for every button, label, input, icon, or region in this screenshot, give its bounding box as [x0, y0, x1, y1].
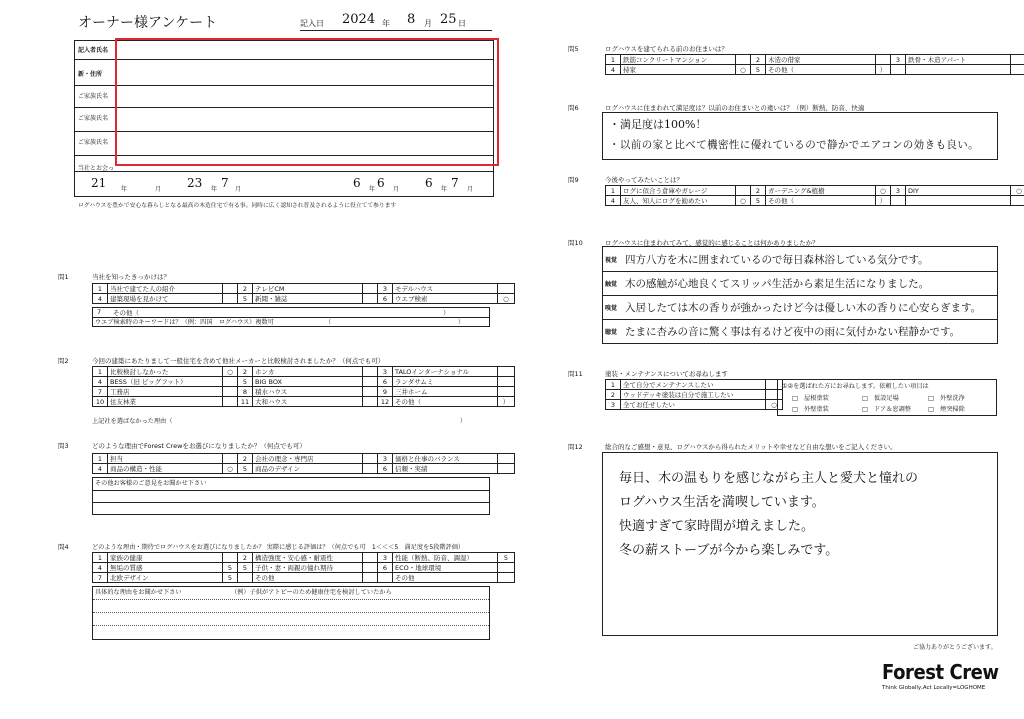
q4-number: 問4: [58, 543, 69, 551]
brand-tagline: Think Globally,Act Locally=LOGHOME: [882, 685, 986, 691]
option-label: その他（: [766, 65, 876, 75]
q1-question: 当社を知ったきっかけは？: [92, 273, 170, 281]
date-year-unit: 年: [382, 19, 390, 28]
date-month-unit: 月: [424, 19, 432, 28]
option-row: [606, 65, 1024, 75]
q12-line: 快適すぎて家時間が増えました。: [619, 519, 815, 534]
q5-question: ログハウスを建てられる前のお住まいは？: [605, 45, 728, 53]
option-number: 7: [93, 573, 108, 583]
q1-other-label: その他（: [113, 309, 139, 317]
owner-date-unit: 月: [155, 186, 162, 193]
option-check[interactable]: ○: [498, 294, 515, 304]
option-number: 12: [378, 397, 393, 407]
page-title: オーナー様アンケート: [78, 15, 218, 31]
option-number: 5: [238, 563, 253, 573]
option-check[interactable]: ○: [1011, 186, 1024, 196]
option-check[interactable]: [363, 573, 378, 583]
option-label: ウエブ検索: [393, 294, 498, 304]
option-number: 4: [606, 65, 621, 75]
q5-table: [605, 54, 1024, 75]
q6-number: 問6: [568, 104, 579, 112]
option-row: [606, 186, 1024, 196]
q10-value: 四方八方を木に囲まれているので毎日森林浴している気分です。: [625, 254, 929, 266]
q10-value: 木の感触が心地良くてスリッパ生活から素足生活になりました。: [625, 278, 930, 290]
q11-option: □ 煙突掃除: [928, 406, 965, 413]
divider: [93, 625, 489, 626]
option-row: [93, 464, 515, 474]
option-check[interactable]: ○: [766, 400, 783, 410]
option-label: 木造の借家: [766, 55, 876, 65]
option-row: [93, 367, 515, 377]
divider: [93, 612, 489, 613]
q2-question: 今回の建築にあたりまして一般住宅を含めて他社メーカーと比較検討されましたか？（何点でも可）: [92, 357, 385, 365]
option-number: 4: [606, 196, 621, 206]
q10-answers: [602, 246, 998, 344]
option-check[interactable]: [1011, 65, 1024, 75]
option-check[interactable]: [498, 563, 515, 573]
option-label: 信頼・実績: [393, 464, 498, 474]
option-label: ECO・地球環境: [393, 563, 498, 573]
option-label: 担当: [108, 454, 223, 464]
option-number: 6: [378, 464, 393, 474]
option-check[interactable]: [223, 377, 238, 387]
option-number: 1: [606, 186, 621, 196]
option-number: 5: [751, 196, 766, 206]
owner-row-label: ご家族氏名: [78, 139, 109, 146]
option-label: 持家: [621, 65, 736, 75]
option-label: テレビCM: [253, 284, 363, 294]
option-number: 10: [93, 397, 108, 407]
option-number: 1: [93, 367, 108, 377]
option-number: 1: [93, 284, 108, 294]
date-year: 2024: [342, 12, 376, 27]
option-number: [891, 65, 906, 75]
option-label: ウッドデッキ塗装は自分で施工したい: [621, 390, 766, 400]
q2-number: 問2: [58, 357, 69, 365]
owner-date-value: 7: [221, 176, 229, 190]
option-number: 5: [238, 464, 253, 474]
q4-question: どのような理由・期待でログハウスをお選びになりましたか？ 実際に感じる評価は？（何点でも可 1＜＜＜5 満足度を5段階評価）: [92, 544, 465, 551]
option-number: 1: [606, 380, 621, 390]
option-label: 子供・妻・両親の憧れ期待: [253, 563, 363, 573]
q1-keyword-row: [92, 317, 490, 327]
option-number: 8: [238, 387, 253, 397]
option-check[interactable]: [363, 377, 378, 387]
q11-option: □ ドア＆窓調整: [862, 406, 911, 413]
option-check[interactable]: ）: [498, 397, 515, 407]
option-number: 4: [93, 377, 108, 387]
option-number: [891, 196, 906, 206]
owner-row-label: 新・住所: [78, 71, 103, 78]
q10-number: 問10: [568, 239, 583, 247]
option-check[interactable]: [363, 367, 378, 377]
option-number: 5: [238, 294, 253, 304]
option-check[interactable]: [498, 284, 515, 294]
option-label: その他（: [393, 397, 498, 407]
divider: [93, 502, 489, 503]
q11-option: □ 外壁洗浄: [928, 395, 965, 402]
option-number: [238, 573, 253, 583]
option-check[interactable]: ）: [876, 196, 891, 206]
option-label: 大和ハウス: [253, 397, 363, 407]
q11-table: [605, 379, 783, 410]
option-number: 2: [238, 284, 253, 294]
divider: [93, 490, 489, 491]
owner-date-value: 6: [377, 176, 385, 190]
date-area: [300, 12, 492, 31]
option-row: [606, 196, 1024, 206]
q10-row: [603, 295, 997, 320]
owner-date-unit: 年: [211, 186, 218, 193]
option-number: 11: [238, 397, 253, 407]
option-check[interactable]: [498, 387, 515, 397]
option-label: 当社で建てた人の紹介: [108, 284, 223, 294]
q6-answer-line1: ・満足度は100%！: [609, 118, 707, 131]
q4-reason-box: [92, 586, 490, 640]
option-label: 商品のデザイン: [253, 464, 363, 474]
option-row: [93, 294, 515, 304]
redaction-box: [115, 38, 499, 166]
q12-line: 毎日、木の温もりを感じながら主人と愛犬と憧れの: [619, 471, 919, 486]
owner-date-unit: 月: [467, 186, 474, 193]
q12-line: 冬の薪ストーブが今から楽しみです。: [619, 543, 839, 558]
option-label: 比較検討しなかった: [108, 367, 223, 377]
owner-date-value: 7: [451, 176, 459, 190]
option-number: 7: [93, 387, 108, 397]
q9-table: [605, 185, 1024, 206]
option-number: 4: [93, 294, 108, 304]
option-number: 2: [238, 454, 253, 464]
option-label: 新聞・雑誌: [253, 294, 363, 304]
thanks-text: ご協力ありがとうございます。: [913, 644, 997, 651]
q10-row: [603, 271, 997, 296]
option-number: 1: [93, 553, 108, 563]
q12-number: 問12: [568, 443, 583, 451]
q6-question: ログハウスに住まわれて満足度は？以前のお住まいとの違いは？（例）断熱、防音、快適: [605, 104, 865, 112]
option-label: 商品の構造・性能: [108, 464, 223, 474]
q12-line: ログハウス生活を満喫しています。: [619, 495, 825, 510]
q4-reason-example: （例）子供がアトピーのため健康住宅を検討していたから: [231, 589, 392, 596]
option-label: 鉄骨・木造アパート: [906, 55, 1011, 65]
option-number: 2: [751, 186, 766, 196]
q10-row: [603, 247, 997, 272]
option-label: ホンカ: [253, 367, 363, 377]
option-number: 3: [378, 284, 393, 294]
q9-number: 問9: [568, 176, 579, 184]
owner-date-unit: 月: [393, 186, 400, 193]
owner-row-label: 記入者氏名: [78, 47, 109, 54]
q6-answer-box: [602, 112, 998, 160]
q3-table: [92, 453, 515, 474]
option-number: 6: [378, 377, 393, 387]
date-day: 25: [440, 12, 457, 27]
q3-extra-box: [92, 477, 490, 515]
option-check[interactable]: ○: [736, 65, 751, 75]
option-check[interactable]: [876, 55, 891, 65]
q6-answer-line2: ・以前の家と比べて機密性に優れているので静かでエアコンの効きも良い。: [609, 139, 980, 151]
option-row: [606, 55, 1024, 65]
option-number: 2: [238, 553, 253, 563]
option-number: 3: [891, 55, 906, 65]
option-check[interactable]: [498, 464, 515, 474]
option-label: BIG BOX: [253, 377, 363, 387]
option-check[interactable]: [223, 553, 238, 563]
owner-row-label: 当社とお会っ: [78, 165, 115, 172]
option-number: 3: [378, 367, 393, 377]
option-row: [606, 390, 783, 400]
q11-option: □ 屋根塗装: [792, 395, 829, 402]
q12-answer-box: [602, 452, 998, 636]
option-label: ガーデニング&植樹: [766, 186, 876, 196]
option-check[interactable]: [1011, 196, 1024, 206]
option-label: その他: [253, 573, 363, 583]
q10-question: ログハウスに住まわれてみて、感覚的に感じることは何かありましたか？: [605, 239, 819, 247]
q4-table: [92, 552, 515, 583]
option-check[interactable]: [363, 294, 378, 304]
option-label: 価格と仕事のバランス: [393, 454, 498, 464]
option-label: TALOインターナショナル: [393, 367, 498, 377]
option-row: [606, 400, 783, 410]
option-row: [93, 397, 515, 407]
owner-date-value: 21: [91, 176, 107, 190]
option-check[interactable]: [363, 563, 378, 573]
q12-question: 総合的なご感想・意見、ログハウスから得られたメリットや幸せなど自由な想いをご記入ください。: [605, 443, 897, 451]
q10-label: 聴覚: [605, 329, 618, 336]
q2-reason: 上記社を選ばなかった理由（: [92, 418, 173, 425]
option-number: 1: [606, 55, 621, 65]
option-number: 6: [378, 563, 393, 573]
option-check[interactable]: [223, 284, 238, 294]
owner-date-unit: 月: [235, 186, 242, 193]
q2-table: [92, 366, 515, 407]
option-check[interactable]: [363, 454, 378, 464]
option-label: 工務店: [108, 387, 223, 397]
owner-note: ログハウスを豊かで安心な暮らしとなる最高の木造住宅で有る事。同時に広く認知され普及されるように役立てて参ります: [78, 203, 397, 209]
option-row: [93, 563, 515, 573]
option-check[interactable]: [498, 573, 515, 583]
option-label: 家族の健康: [108, 553, 223, 563]
option-row: [606, 380, 783, 390]
brand-logo: Forest Crew: [882, 660, 999, 684]
option-number: 2: [238, 367, 253, 377]
option-number: 4: [93, 464, 108, 474]
option-number: [378, 573, 393, 583]
option-number: 6: [378, 294, 393, 304]
q10-value: たまに杏みの音に驚く事は有るけど夜中の雨に気付かない程静かです。: [625, 326, 961, 338]
owner-date-unit: 年: [441, 186, 448, 193]
q10-row: [603, 319, 997, 343]
option-check[interactable]: [363, 284, 378, 294]
option-label: その他: [393, 573, 498, 583]
q1-other-close: ）: [443, 309, 450, 317]
q10-label: 視覚: [605, 257, 618, 264]
q1-keyword-open: （: [325, 319, 332, 326]
q11-option: □ 外壁塗装: [792, 406, 829, 413]
q11-option: □ 仮設足場: [862, 395, 899, 402]
option-check[interactable]: [498, 454, 515, 464]
option-label: BESS（旧 ビッグフット）: [108, 377, 223, 387]
option-check[interactable]: ）: [876, 65, 891, 75]
owner-date-unit: 年: [121, 186, 128, 193]
option-row: [93, 454, 515, 464]
option-check[interactable]: [1011, 55, 1024, 65]
option-check[interactable]: [498, 367, 515, 377]
option-number: 4: [93, 563, 108, 573]
option-check[interactable]: [363, 387, 378, 397]
option-number: 1: [93, 454, 108, 464]
option-check[interactable]: [736, 186, 751, 196]
option-number: 3: [378, 553, 393, 563]
option-label: 住友林業: [108, 397, 223, 407]
option-check[interactable]: 5: [223, 563, 238, 573]
option-check[interactable]: [498, 377, 515, 387]
owner-row-label: ご家族氏名: [78, 115, 109, 122]
option-label: 全てお任せしたい: [621, 400, 766, 410]
option-label: モデルハウス: [393, 284, 498, 294]
option-check[interactable]: [223, 387, 238, 397]
option-row: [93, 377, 515, 387]
option-label: DIY: [906, 186, 1011, 196]
option-label: ログに似合う倉庫やガレージ: [621, 186, 736, 196]
option-label: 北欧デザイン: [108, 573, 223, 583]
option-label: 鉄筋コンクリートマンション: [621, 55, 736, 65]
option-label: 友人、知人にログを勧めたい: [621, 196, 736, 206]
option-row: [93, 284, 515, 294]
option-number: 3: [378, 454, 393, 464]
owner-row-label: ご家族氏名: [78, 93, 109, 100]
q9-question: 今後やってみたいことは？: [605, 176, 683, 184]
option-row: [93, 387, 515, 397]
q5-number: 問5: [568, 45, 579, 53]
owner-date-value: 6: [425, 176, 433, 190]
owner-dates-row: [74, 170, 494, 197]
option-check[interactable]: [363, 464, 378, 474]
option-check[interactable]: ○: [223, 367, 238, 377]
owner-date-unit: 年: [369, 186, 376, 193]
option-label: 構造強度・安心感・耐震性: [253, 553, 363, 563]
option-check[interactable]: [223, 397, 238, 407]
q1-keyword-label: ウエブ検索時のキーワードは？（例：四国 ログハウス）複数可: [95, 319, 274, 326]
option-number: 2: [751, 55, 766, 65]
option-check[interactable]: 5: [498, 553, 515, 563]
option-check[interactable]: ○: [223, 464, 238, 474]
option-number: 2: [606, 390, 621, 400]
date-label: 記入日: [300, 19, 324, 28]
option-row: [93, 573, 515, 583]
q11-number: 問11: [568, 370, 583, 378]
q11-question: 塗装・メンテナンスについてお尋ねします: [605, 370, 728, 378]
date-month: 8: [407, 12, 416, 27]
option-label: 全て自分でメンテナンスしたい: [621, 380, 766, 390]
option-label: 建築現場を見かけて: [108, 294, 223, 304]
option-row: [93, 553, 515, 563]
option-label: その他（: [766, 196, 876, 206]
q1-other-num: 7: [97, 308, 102, 316]
owner-date-value: 6: [353, 176, 361, 190]
owner-date-value: 23: [187, 176, 203, 190]
option-label: [906, 196, 1011, 206]
option-number: 5: [751, 65, 766, 75]
option-number: 3: [891, 186, 906, 196]
q3-number: 問3: [58, 442, 69, 450]
q1-keyword-close: ）: [458, 319, 465, 326]
option-label: 性能（断熱、防音、調湿）: [393, 553, 498, 563]
q10-value: 入居したては木の香りが強かったけど今は優しい木の香りに心安らぎます。: [625, 302, 982, 314]
option-label: ランダサムミ: [393, 377, 498, 387]
option-check[interactable]: [363, 553, 378, 563]
option-check[interactable]: ○: [876, 186, 891, 196]
option-check[interactable]: ○: [736, 196, 751, 206]
q11-side-box: [777, 379, 997, 416]
option-check[interactable]: [223, 294, 238, 304]
option-number: 9: [378, 387, 393, 397]
option-check[interactable]: [736, 55, 751, 65]
option-check[interactable]: [223, 454, 238, 464]
q1-number: 問1: [58, 273, 69, 281]
divider: [93, 599, 489, 600]
q11-side-title: ①②を選ばれた方にお尋ねします。依頼したい項目は: [782, 383, 929, 390]
q10-label: 触覚: [605, 281, 618, 288]
option-check[interactable]: 5: [223, 573, 238, 583]
q10-label: 嗅覚: [605, 305, 618, 312]
option-number: 3: [606, 400, 621, 410]
q3-extra-label: その他お客様のご意見をお聞かせ下さい: [95, 480, 207, 487]
option-label: [906, 65, 1011, 75]
option-label: 会社の理念・専門店: [253, 454, 363, 464]
q4-reason-label: 具体的な理由をお聞かせ下さい: [95, 589, 182, 596]
q3-question: どのような理由でForest Crewをお選びになりましたか？（何点でも可）: [92, 442, 306, 450]
option-check[interactable]: [363, 397, 378, 407]
q1-table: [92, 283, 515, 304]
option-label: 三井ホーム: [393, 387, 498, 397]
option-label: 無垢の質感: [108, 563, 223, 573]
option-number: 5: [238, 377, 253, 387]
q2-reason-close: ）: [460, 418, 467, 425]
option-label: 積水ハウス: [253, 387, 363, 397]
date-day-unit: 日: [458, 19, 466, 28]
